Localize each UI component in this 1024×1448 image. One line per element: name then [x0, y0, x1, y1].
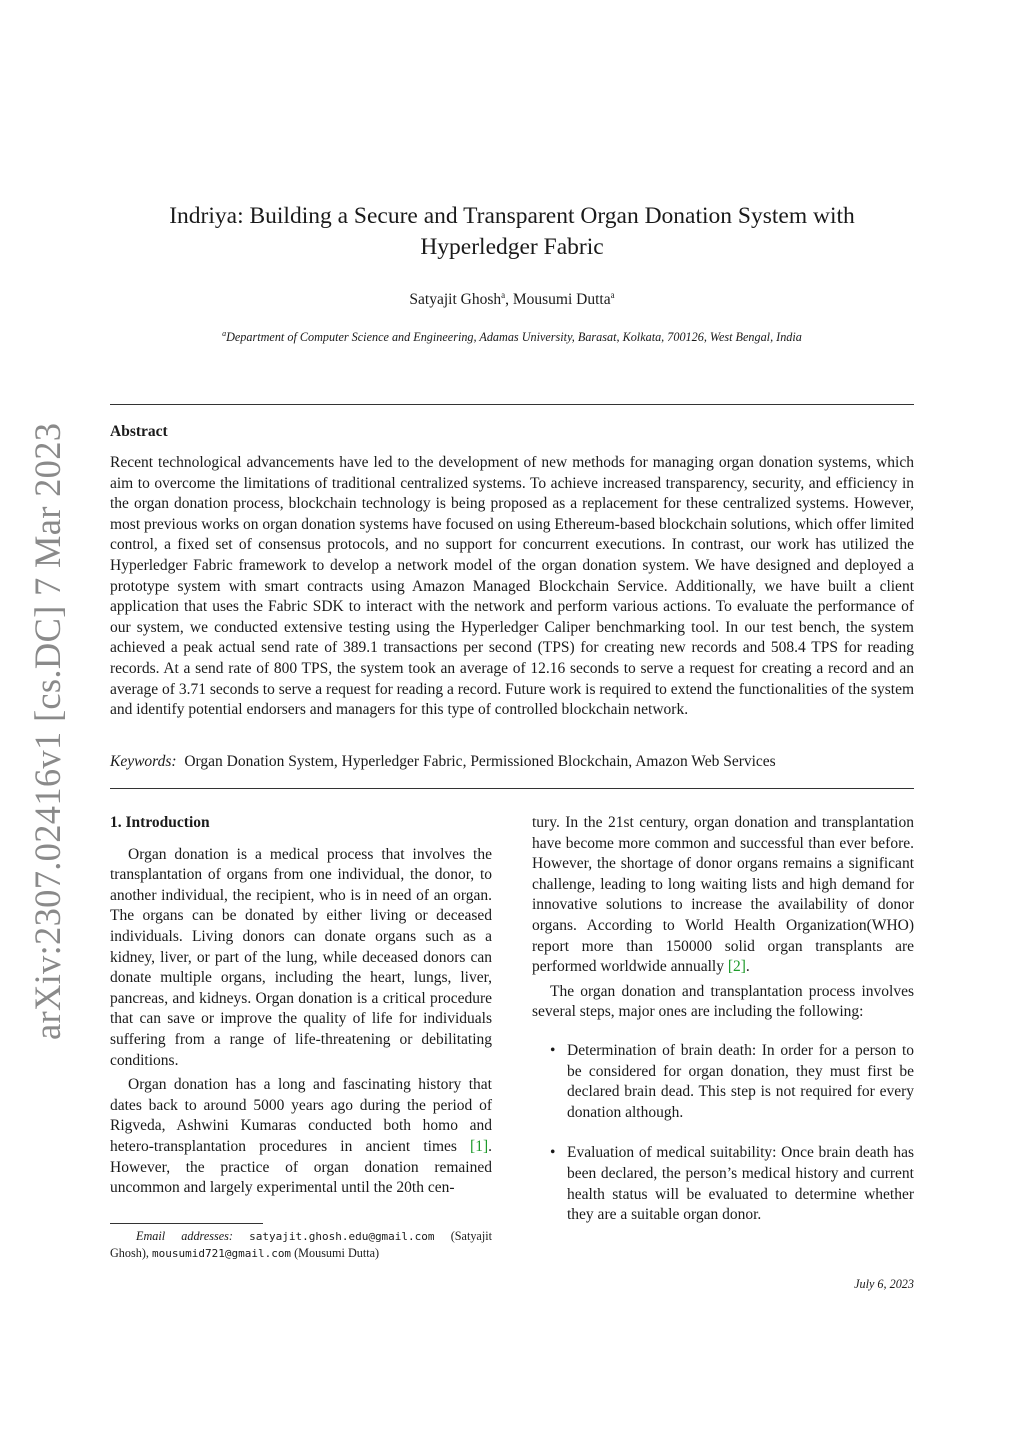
affil-mark: a: [501, 290, 506, 300]
keywords-text: Organ Donation System, Hyperledger Fabric, Permissioned Blockchain, Amazon Web Services: [184, 753, 776, 770]
email-link[interactable]: satyajit.ghosh.edu@gmail.com: [249, 1230, 435, 1243]
left-column: [110, 813, 492, 1203]
abstract-text: Recent technological advancements have led to the development of new methods for managing organ donation systems, which aim to overcome the limitations of traditional centralized systems. To achieve increased transparency, security, and efficiency in the organ donation process, blockchain technology is being proposed as a replacement for these centralized systems. However, most previous works on organ donation systems have focused on using Ethereum-based blockchain solutions, which offer limited control, a fixed set of consensus protocols, and no support for concurrent executions. In contrast, our work has utilized the Hyperledger Fabric framework to develop a network model of the organ donation system. We have designed and deployed a prototype system with smart contracts using Amazon Managed Blockchain Service. Additionally, we have built a client application that uses the Fabric SDK to interact with the network and perform various actions. To evaluate the performance of our system, we conducted extensive testing using the Hyperledger Caliper benchmarking tool. In our test bench, the system achieved a peak actual send rate of 389.1 transactions per second (TPS) for creating new records and 508.4 TPS for reading records. At a send rate of 800 TPS, the system took an average of 12.16 seconds to serve a request for creating a record and an average of 3.71 seconds to serve a request for reading a record. Future work is required to extend the functionalities of the system and identify potential endorsers and managers for this type of controlled blockchain network.: [110, 454, 915, 719]
right-column: [532, 813, 914, 1246]
abstract-bottom-rule: [110, 788, 914, 789]
author-name: Satyajit Ghosh: [409, 291, 502, 309]
paper-title: [110, 201, 914, 263]
paragraph-text: tury. In the 21st century, organ donation and transplantation have become more common and successful than ever before. However, the shortage of donor organs remains a significant challenge, leading to long waiting lists and high demand for innovative solutions to increase the availability of donor organs. According to World Health Organization(WHO) report more than 150000 solid organ transplants are performed worldwide annually: [532, 814, 914, 976]
title-line-2: Hyperledger Fabric: [420, 234, 604, 260]
paragraph: [532, 813, 914, 978]
footnote: [110, 1228, 492, 1262]
abstract-heading: Abstract: [110, 423, 168, 440]
paragraph-text: . However, the practice of organ donation remained uncommon and largely experimental until the 20th cen-: [110, 1137, 492, 1197]
list-item: [532, 1041, 914, 1123]
page-date: July 6, 2023: [854, 1277, 914, 1291]
footnote-name: (Mousumi Dutta): [294, 1246, 380, 1260]
footnote-label: Email addresses:: [136, 1229, 233, 1243]
citation-link[interactable]: [1]: [470, 1137, 489, 1155]
paragraph: [110, 1075, 492, 1199]
bullet-list: [532, 1041, 914, 1226]
affiliation-text: Department of Computer Science and Engineering, Adamas University, Barasat, Kolkata, 700126, West Bengal, India: [226, 330, 802, 345]
list-item-text: Evaluation of medical suitability: Once brain death has been declared, the person’s medical history and current health status will be evaluated to determine whether they are a suitable organ donor.: [567, 1144, 914, 1224]
footnote-rule: [110, 1223, 263, 1224]
paragraph-text: .: [745, 958, 750, 976]
affil-mark: a: [610, 290, 615, 300]
author-list: [110, 290, 914, 309]
bullet-icon: •: [550, 1144, 556, 1162]
bullet-icon: •: [550, 1041, 556, 1059]
keywords-label: Keywords:: [110, 753, 177, 770]
abstract-top-rule: [110, 404, 914, 405]
arxiv-identifier: arXiv:2307.02416v1 [cs.DC] 7 Mar 2023: [27, 422, 68, 1040]
footnote-name: (Satyajit Ghosh),: [110, 1229, 492, 1260]
email-link[interactable]: mousumid721@gmail.com: [151, 1247, 292, 1260]
author-name: Mousumi Dutta: [512, 291, 611, 309]
author-separator: ,: [505, 291, 513, 309]
affiliation: [110, 329, 914, 345]
affil-mark: a: [222, 329, 227, 338]
keywords: [110, 753, 914, 771]
list-item-text: Determination of brain death: In order for a person to be considered for organ donation, they must first be declared brain dead. This step is not required for every donation although.: [567, 1041, 914, 1121]
list-item: [532, 1143, 914, 1225]
title-line-1: Indriya: Building a Secure and Transparent Organ Donation System with: [169, 203, 855, 229]
paragraph-text: Organ donation has a long and fascinating history that dates back to around 5000 years ago during the period of Rigveda, Ashwini Kumaras conducted both homo and hetero-transplantation procedures in ancient times: [110, 1076, 492, 1155]
paragraph: The organ donation and transplantation process involves several steps, major ones are including the following:: [532, 982, 914, 1021]
citation-link[interactable]: [2]: [727, 958, 746, 976]
paragraph: Organ donation is a medical process that involves the transplantation of organs from one individual, the donor, to another individual, the recipient, who is in need of an organ. The organs can be donated by either living or deceased individuals. Living donors can donate organs such as a kidney, liver, or part of the lung, while deceased donors can donate multiple organs, including the heart, lungs, liver, pancreas, and kidneys. Organ donation is a critical procedure that can save or improve the quality of life for individuals suffering from a range of life-threatening or debilitating conditions.: [110, 845, 492, 1069]
section-heading: 1. Introduction: [110, 814, 210, 831]
